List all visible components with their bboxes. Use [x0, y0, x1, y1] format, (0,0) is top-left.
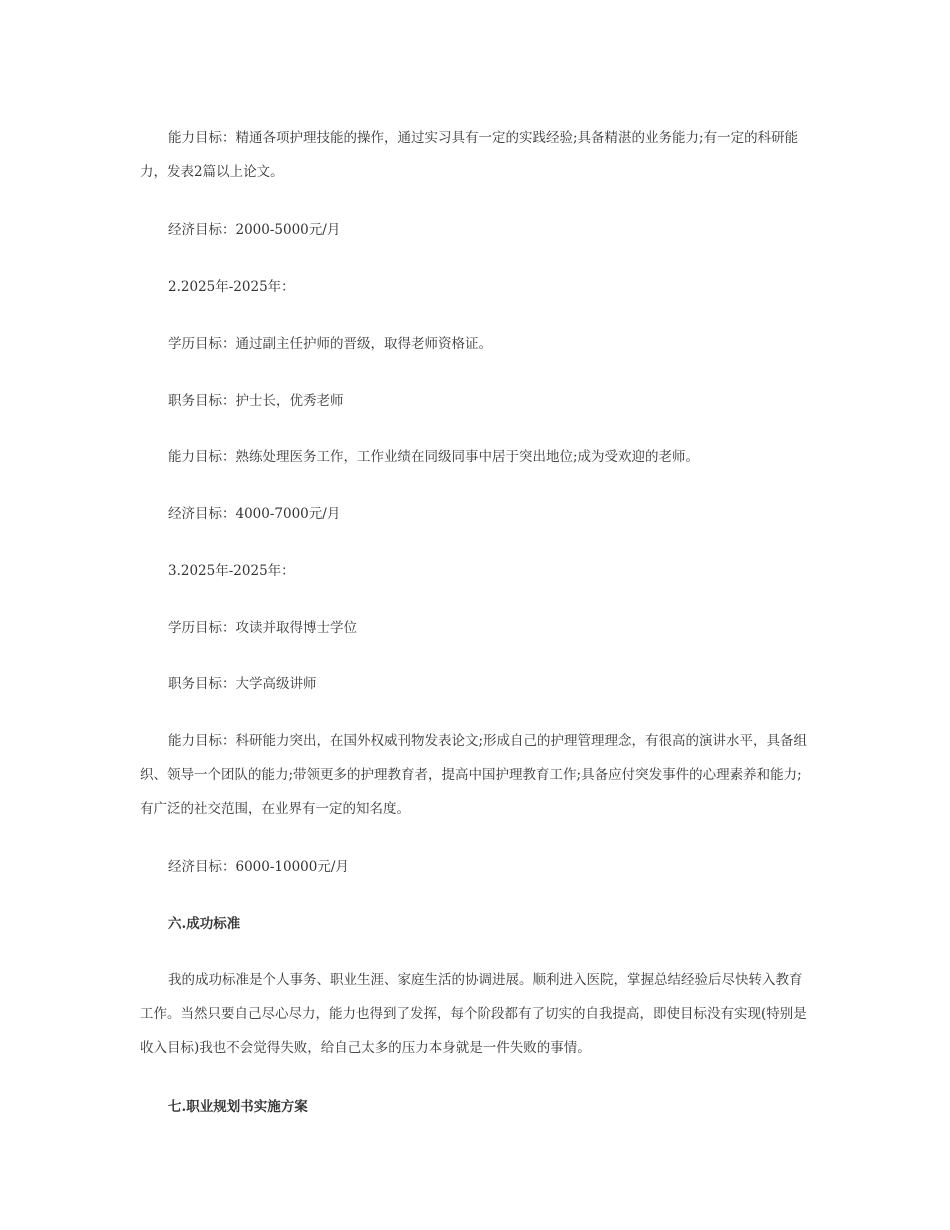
- paragraph-period-2: 2.2025年-2025年：: [168, 279, 295, 295]
- paragraph-success-criteria: 我的成功标准是个人事务、职业生涯、家庭生活的协调进展。顺利进入医院，掌握总结经验后尽快转入教育工作。当然只要自己尽心尽力，能力也得到了发挥，每个阶段都有了切实的自我提高，即使目标没有实现(特别是收入目标)我也不会觉得失败，给自己太多的压力本身就是一件失败的事情。: [140, 972, 807, 1056]
- paragraph-education-goal-2: 学历目标：通过副主任护师的晋级，取得老师资格证。: [168, 336, 492, 352]
- paragraph-position-goal-3: 职务目标：大学高级讲师: [168, 676, 317, 692]
- paragraph-position-goal-2: 职务目标：护士长，优秀老师: [168, 393, 344, 409]
- paragraph-economic-goal-3: 经济目标：6000-10000元/月: [168, 859, 349, 875]
- paragraph-ability-goal-1: 能力目标：精通各项护理技能的操作，通过实习具有一定的实践经验;具备精湛的业务能力;有一定的科研能力，发表2篇以上论文。: [140, 130, 799, 180]
- paragraph-period-3: 3.2025年-2025年：: [168, 563, 295, 579]
- paragraph-education-goal-3: 学历目标：攻读并取得博士学位: [168, 620, 357, 636]
- section-heading-implementation-plan: 七.职业规划书实施方案: [168, 1099, 308, 1115]
- paragraph-economic-goal-2: 经济目标：4000-7000元/月: [168, 506, 341, 522]
- paragraph-ability-goal-2: 能力目标：熟练处理医务工作，工作业绩在同级同事中居于突出地位;成为受欢迎的老师。: [168, 449, 700, 465]
- paragraph-ability-goal-3: 能力目标：科研能力突出，在国外权威刊物发表论文;形成自己的护理管理理念，有很高的演讲水平，具备组织、领导一个团队的能力;带领更多的护理教育者，提高中国护理教育工作;具备应付突发事件的心理素养和能力;有广泛的社交范围，在业界有一定的知名度。: [140, 733, 808, 817]
- section-heading-success-criteria: 六.成功标准: [168, 916, 241, 932]
- paragraph-economic-goal-1: 经济目标：2000-5000元/月: [168, 222, 341, 238]
